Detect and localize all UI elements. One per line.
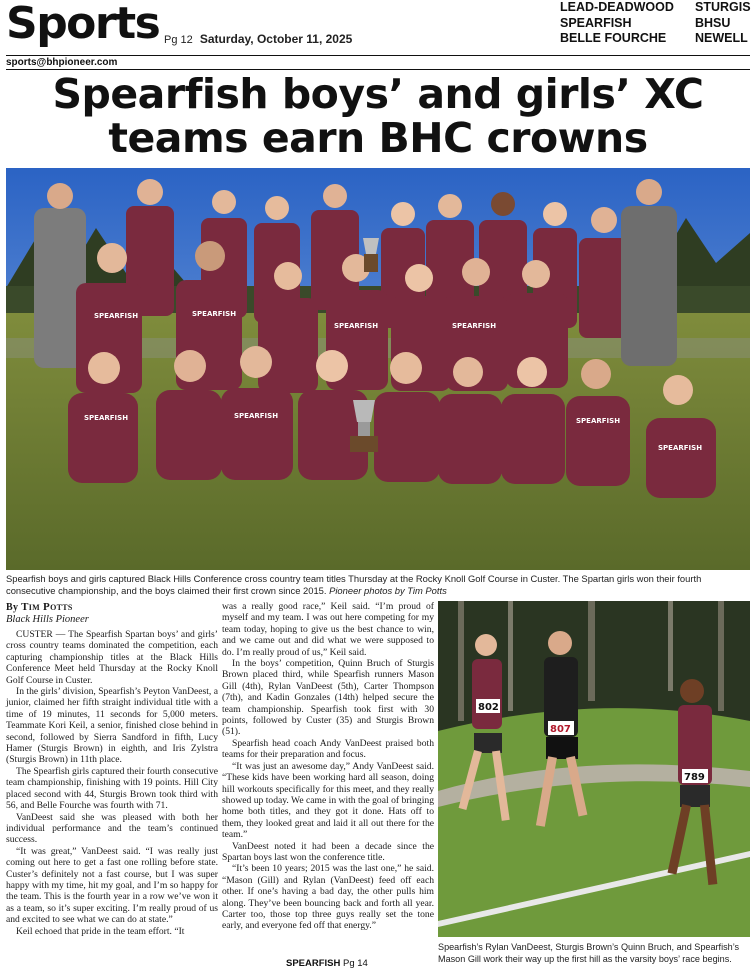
jump-word: SPEARFISH bbox=[286, 958, 341, 969]
race-photo-illustration bbox=[438, 601, 750, 937]
article-paragraph: “It was just an awesome day,” Andy VanDeest said. “These kids have been working hard all season, doing hill workouts specifically for this meet, and they really showed up today. We came in with the goal of bringing home both titles, and they got it done. Hats off to them, they looked great and laid it all out there for the team.” bbox=[222, 760, 434, 841]
article-paragraph: The Spearfish girls captured their fourth consecutive team championship, finishing with 19 points. Hill City placed second with 44, Sturgis Brown took third with 56, and Belle Fourche was fourth with 71. bbox=[6, 765, 218, 812]
article-paragraph: “It’s been 10 years; 2015 was the last one,” he said. “Mason (Gill) and Rylan (VanDeest) feed off each other. If one’s having a bad day, the other pulls him along. They’ve been bouncing back and forth all year. Carter too, those top three guys really set the tone early, and everyone fed off that energy.” bbox=[222, 863, 434, 932]
town-item: SPEARFISH bbox=[560, 15, 632, 30]
article-paragraph: VanDeest noted it had been a decade since the Spartan boys last won the conference title. bbox=[222, 840, 434, 863]
article-paragraph: CUSTER — The Spearfish Spartan boys’ and girls’ cross country teams dominated the competition, each capturing championship titles at the Black Hills Conference Meet held Thursday at the Rocky Knoll Golf Course in Custer. bbox=[6, 629, 218, 686]
team-photo-illustration bbox=[6, 168, 750, 570]
headline bbox=[0, 72, 756, 160]
team-photo bbox=[6, 168, 750, 570]
town-item: BHSU bbox=[695, 15, 731, 30]
race-bib: 802 bbox=[478, 702, 499, 713]
jump-page: Pg 14 bbox=[343, 958, 368, 969]
town-list-right bbox=[695, 0, 751, 47]
town-list-left bbox=[560, 0, 674, 47]
continued-jump-line bbox=[286, 958, 368, 969]
article-paragraph: “It was great,” VanDeest said. “I was really just coming out here to get a fast one rolling before state. Custer’s definitely not a fast course, but I was super happy with my time, hit my goal, and I’m so happy for the team. This is the fourth year in a row we’ve won it as a team, so it’s super exciting. I’m really proud of us and excited to see what we can do at state.” bbox=[6, 845, 218, 926]
headline-line-1: Spearfish boys’ and girls’ XC bbox=[52, 70, 704, 118]
article-paragraph: In the girls’ division, Spearfish’s Peyton VanDeest, a junior, claimed her fifth straight individual title with a time of 19 minutes, 11 seconds for 5,000 meters. Teammate Kori Keil, a senior, finished close behind in second, followed by Sierra Sandford in fifth, Lucy Hamer (Sturgis Brown) in eighth, and Iris Zylstra (Sturgis Brown) in 11th place. bbox=[6, 686, 218, 766]
town-item: BELLE FOURCHE bbox=[560, 31, 667, 45]
race-bib: 789 bbox=[684, 772, 705, 783]
race-photo-caption: Spearfish’s Rylan VanDeest, Sturgis Brown’s Quinn Bruch, and Spearfish’s Mason Gill work their way up the first hill as the varsity boys’ race begins. bbox=[438, 942, 740, 964]
masthead bbox=[0, 0, 756, 56]
town-item: STURGIS bbox=[695, 0, 751, 14]
masthead-divider bbox=[6, 55, 750, 56]
jersey-label: SPEARFISH bbox=[658, 444, 703, 452]
jersey-label: SPEARFISH bbox=[576, 417, 621, 425]
article-paragraph: In the boys’ competition, Quinn Bruch of Sturgis Brown placed third, while Spearfish runners Mason Gill (4th), Rylan VanDeest (5th), Carter Thompson (7th), and Kadin Gonzales (14th) helped secure the team championship. Spearfish took first with 30 points, followed by Custer (35) and Sturgis Brown (51). bbox=[222, 658, 434, 738]
jersey-label: SPEARFISH bbox=[234, 412, 279, 420]
byline-name: Tim Potts bbox=[21, 601, 73, 613]
caption-text: Spearfish boys and girls captured Black Hills Conference cross country team titles Thursday at the Rocky Knoll Golf Course in Custer. The Spartan girls won their fourth consecutive championship, and the boys claimed their first crown since 2015. bbox=[6, 573, 702, 596]
headline-line-2: teams earn BHC crowns bbox=[108, 114, 648, 162]
race-bib: 807 bbox=[550, 724, 571, 735]
section-title: Sports bbox=[6, 0, 160, 49]
page-number: Pg 12 bbox=[164, 34, 193, 46]
photo-credit: Pioneer photos by Tim Potts bbox=[329, 585, 447, 596]
section-email: sports@bhpioneer.com bbox=[6, 57, 118, 68]
page-info bbox=[164, 32, 352, 46]
jersey-label: SPEARFISH bbox=[192, 310, 237, 318]
issue-date: Saturday, October 11, 2025 bbox=[199, 32, 353, 46]
photo-caption bbox=[6, 573, 750, 597]
town-item: LEAD-DEADWOOD bbox=[560, 0, 674, 14]
article-paragraph: VanDeest said she was pleased with both her individual performance and the team’s continued success. bbox=[6, 811, 218, 846]
jersey-label: SPEARFISH bbox=[334, 322, 379, 330]
article-column-1 bbox=[6, 629, 218, 937]
race-photo bbox=[438, 601, 750, 937]
byline-affiliation: Black Hills Pioneer bbox=[6, 614, 89, 625]
article-paragraph: Spearfish head coach Andy VanDeest praised both teams for their preparation and focus. bbox=[222, 737, 434, 761]
article-paragraph: was a really good race,” Keil said. “I’m proud of myself and my team. I was out here competing for my team today, hoping to give us the best chance to win, and we came out and did what we were supposed to do. I’m really proud of us,” Keil said. bbox=[222, 601, 434, 658]
byline bbox=[6, 601, 73, 613]
jersey-label: SPEARFISH bbox=[94, 312, 139, 320]
town-item: NEWELL bbox=[695, 31, 748, 45]
jersey-label: SPEARFISH bbox=[84, 414, 129, 422]
byline-prefix: By bbox=[6, 602, 19, 613]
jersey-label: SPEARFISH bbox=[452, 322, 497, 330]
article-paragraph: Keil echoed that pride in the team effort. “It bbox=[16, 925, 185, 937]
article-column-2 bbox=[222, 601, 434, 932]
